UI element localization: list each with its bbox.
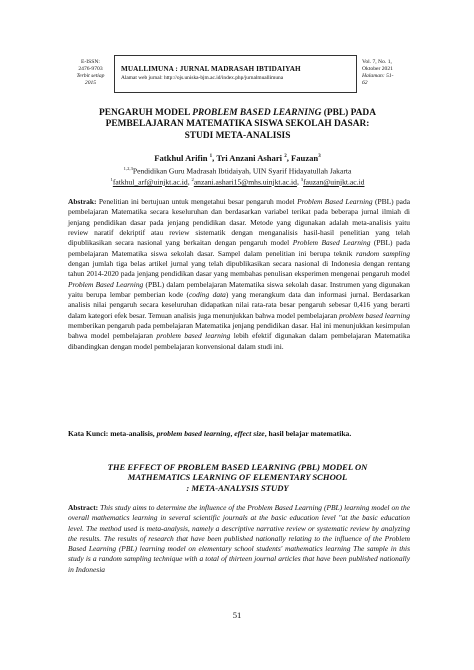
abstrak-italic: coding data [189,290,226,300]
english-abstract-text: This study aims to determine the influence of the Problem Based Learning (PBL) learning model on the overall mathematics learning in several scientific journals at the basic education level "at the basic education level. The method used is meta-analysis, namely a descriptive narrative review or systematic review by analyzing the results. The results of research that have been published nationally relating to the influence of the Problem Based Learning (PBL) learning model on elementary school students' mathematics learning The sample in this study is a random sampling technique with a total of thirteen journal articles that have been published nationally in Indonesia [68,503,410,574]
abstrak-text: lebih efektif digunakan dalam pembelajaran Matematika dibandingkan dengan model pembelajaran konvensional dalam studi ini. [68,331,410,351]
email-3-link[interactable]: fauzan@uinjkt.ac.id [303,177,365,187]
email-2-sup: 2 [191,177,194,182]
abstrak-italic: random sampling [355,248,410,258]
journal-title: MUALLIMUNA : JURNAL MADRASAH IBTIDAIYAH [121,65,301,73]
journal-address: Alamat web jurnal: http://ojs.uniska-bjm.ac.id/index.php/jurnalmuallimuna [121,75,284,81]
english-title [70,462,405,493]
abstrak-italic: problem based learning [156,331,231,341]
kata-kunci [68,429,410,439]
author-1: Fatkhul Arifin [154,153,210,163]
terbit-year: 2015 [84,79,97,86]
abstrak-italic: Problem Based Learning [297,197,373,206]
english-title-line1: THE EFFECT OF PROBLEM BASED LEARNING (PBL) MODEL ON [107,462,368,472]
abstrak-text: dengan jumlah tiga belas artikel jurnal yang telah dipublikasikan secara nasional di Indonesia dengan rentang tahun 2014-2020 pada jenjang pendidikan dasar yang membahas penulisan eksperimen mengenai pengaruh model [68,259,410,279]
volume-box [356,55,412,93]
abstrak-italic: problem based learning [339,310,410,320]
issn-box [67,55,115,93]
keyword-text: , hasil belajar matematika. [264,429,352,438]
page-range: Halaman: 51- [362,72,394,79]
author-emails: $^1$fatkhul_arf@uinjkt.ac.id, $^2$anzani.ashari15@mhs.uinjkt.ac.id, $^3$fauzan@uinjkt.ac.id [110,177,365,187]
issn-number: 2476-9703 [78,65,103,72]
journal-header [67,55,412,93]
email-1-link[interactable]: fatkhul_arf@uinjkt.ac.id [112,177,188,187]
abstrak-text: ) yang merangkum data dan informasi jurnal. Berdasarkan analisis nilai pengaruh secara keseluruhan didapatkan nilai rata-rata besar pengaruh sebesar 0,416 yang berarti dalam kategori efek besar. Temuan analisis juga menunjukkan bahwa model pembelajaran [68,290,411,320]
author-2-sup: 2 [284,154,287,160]
author-3: , Fauzan [286,153,319,163]
title-line1-post: (PBL) PADA [321,108,376,118]
affiliation [70,166,405,176]
title-line2: PEMBELAJARAN MATEMATIKA SISWA SEKOLAH DASAR: [105,119,370,130]
keyword-italic: effect size [234,429,265,438]
terbit-label: Terbit setiap [76,72,105,79]
english-title-line3: : META-ANALYSIS STUDY [186,482,289,493]
abstrak-paragraph [68,197,410,352]
author-3-sup: 3 [318,154,321,160]
page-number: 51 [232,610,242,620]
keyword-italic: problem based learning [156,429,231,438]
abstrak-italic: Problem Based Learning [68,279,144,289]
paper-title [70,108,405,142]
abstrak-italic: Problem Based Learning [292,238,371,248]
email-1-sup: 1 [110,177,113,182]
affiliation-sup: 1,2,3 [123,166,133,171]
abstrak-text: (PBL) pada pembelajaran Matematika siswa sekolah dasar. Sampel dalam penelitian ini berupa teknik [68,238,410,258]
keyword-text: meta-analisis, [108,429,157,438]
title-line1-em: PROBLEM BASED LEARNING [192,108,322,118]
abstrak-text: memberikan pengaruh pada pembelajaran Matematika jenjang pendidikan dasar. Hal ini menunjukkan kesimpulan bahwa model pembelajaran [68,321,410,341]
english-title-line2: MATHEMATICS LEARNING OF ELEMENTARY SCHOOL [127,472,348,483]
english-abstract-label: Abstract: [68,503,99,512]
author-1-sup: 1 [209,154,213,160]
page-range-end: 62 [362,79,368,86]
volume: Vol. 7, No. 1, [362,59,392,65]
kata-kunci-label: Kata Kunci: [68,429,109,438]
title-line3: STUDI META-ANALISIS [184,130,291,141]
abstrak-text: (PBL) dalam pembelajaran Matematika siswa sekolah dasar. Instrumen yang digunakan yaitu berupa lembar pemberian kode ( [68,279,411,300]
abstrak-text: Penelitian ini bertujuan untuk mengetahui besar pengaruh model [96,197,298,206]
email-3-sup: 3 [300,177,304,182]
email-2-link[interactable]: anzani.ashari15@mhs.uinjkt.ac.id [193,177,297,187]
author-2: , Tri Anzani Ashari [212,153,285,163]
issn-label: E-ISSN: [81,59,100,65]
issue-date: Oktober 2021 [362,65,393,72]
author-list [70,153,405,163]
keyword-text: , [230,429,235,438]
affiliation-text: Pendidikan Guru Madrasah Ibtidaiyah, UIN Syarif Hidayatullah Jakarta [132,166,352,176]
journal-title-box [115,55,356,93]
title-line1-pre: PENGARUH MODEL [99,108,193,118]
abstrak-text: (PBL) pada pembelajaran Matematika secara keseluruhan dan berdasarkan variabel terikat pada beberapa jurnal ilmiah di jenjang pendidikan dasar pada jenjang pendidikan dasar. Metode yang digunakan adalah meta-analisis yaitu review naratif dekriptif atau review sistematik dengan menganalisis hasil-hasil penelitian yang telah dipublikasikan secara nasional yang berkaitan dengan pengaruh model [68,197,410,248]
english-abstract [68,503,410,575]
abstrak-label: Abstrak: [68,197,97,206]
